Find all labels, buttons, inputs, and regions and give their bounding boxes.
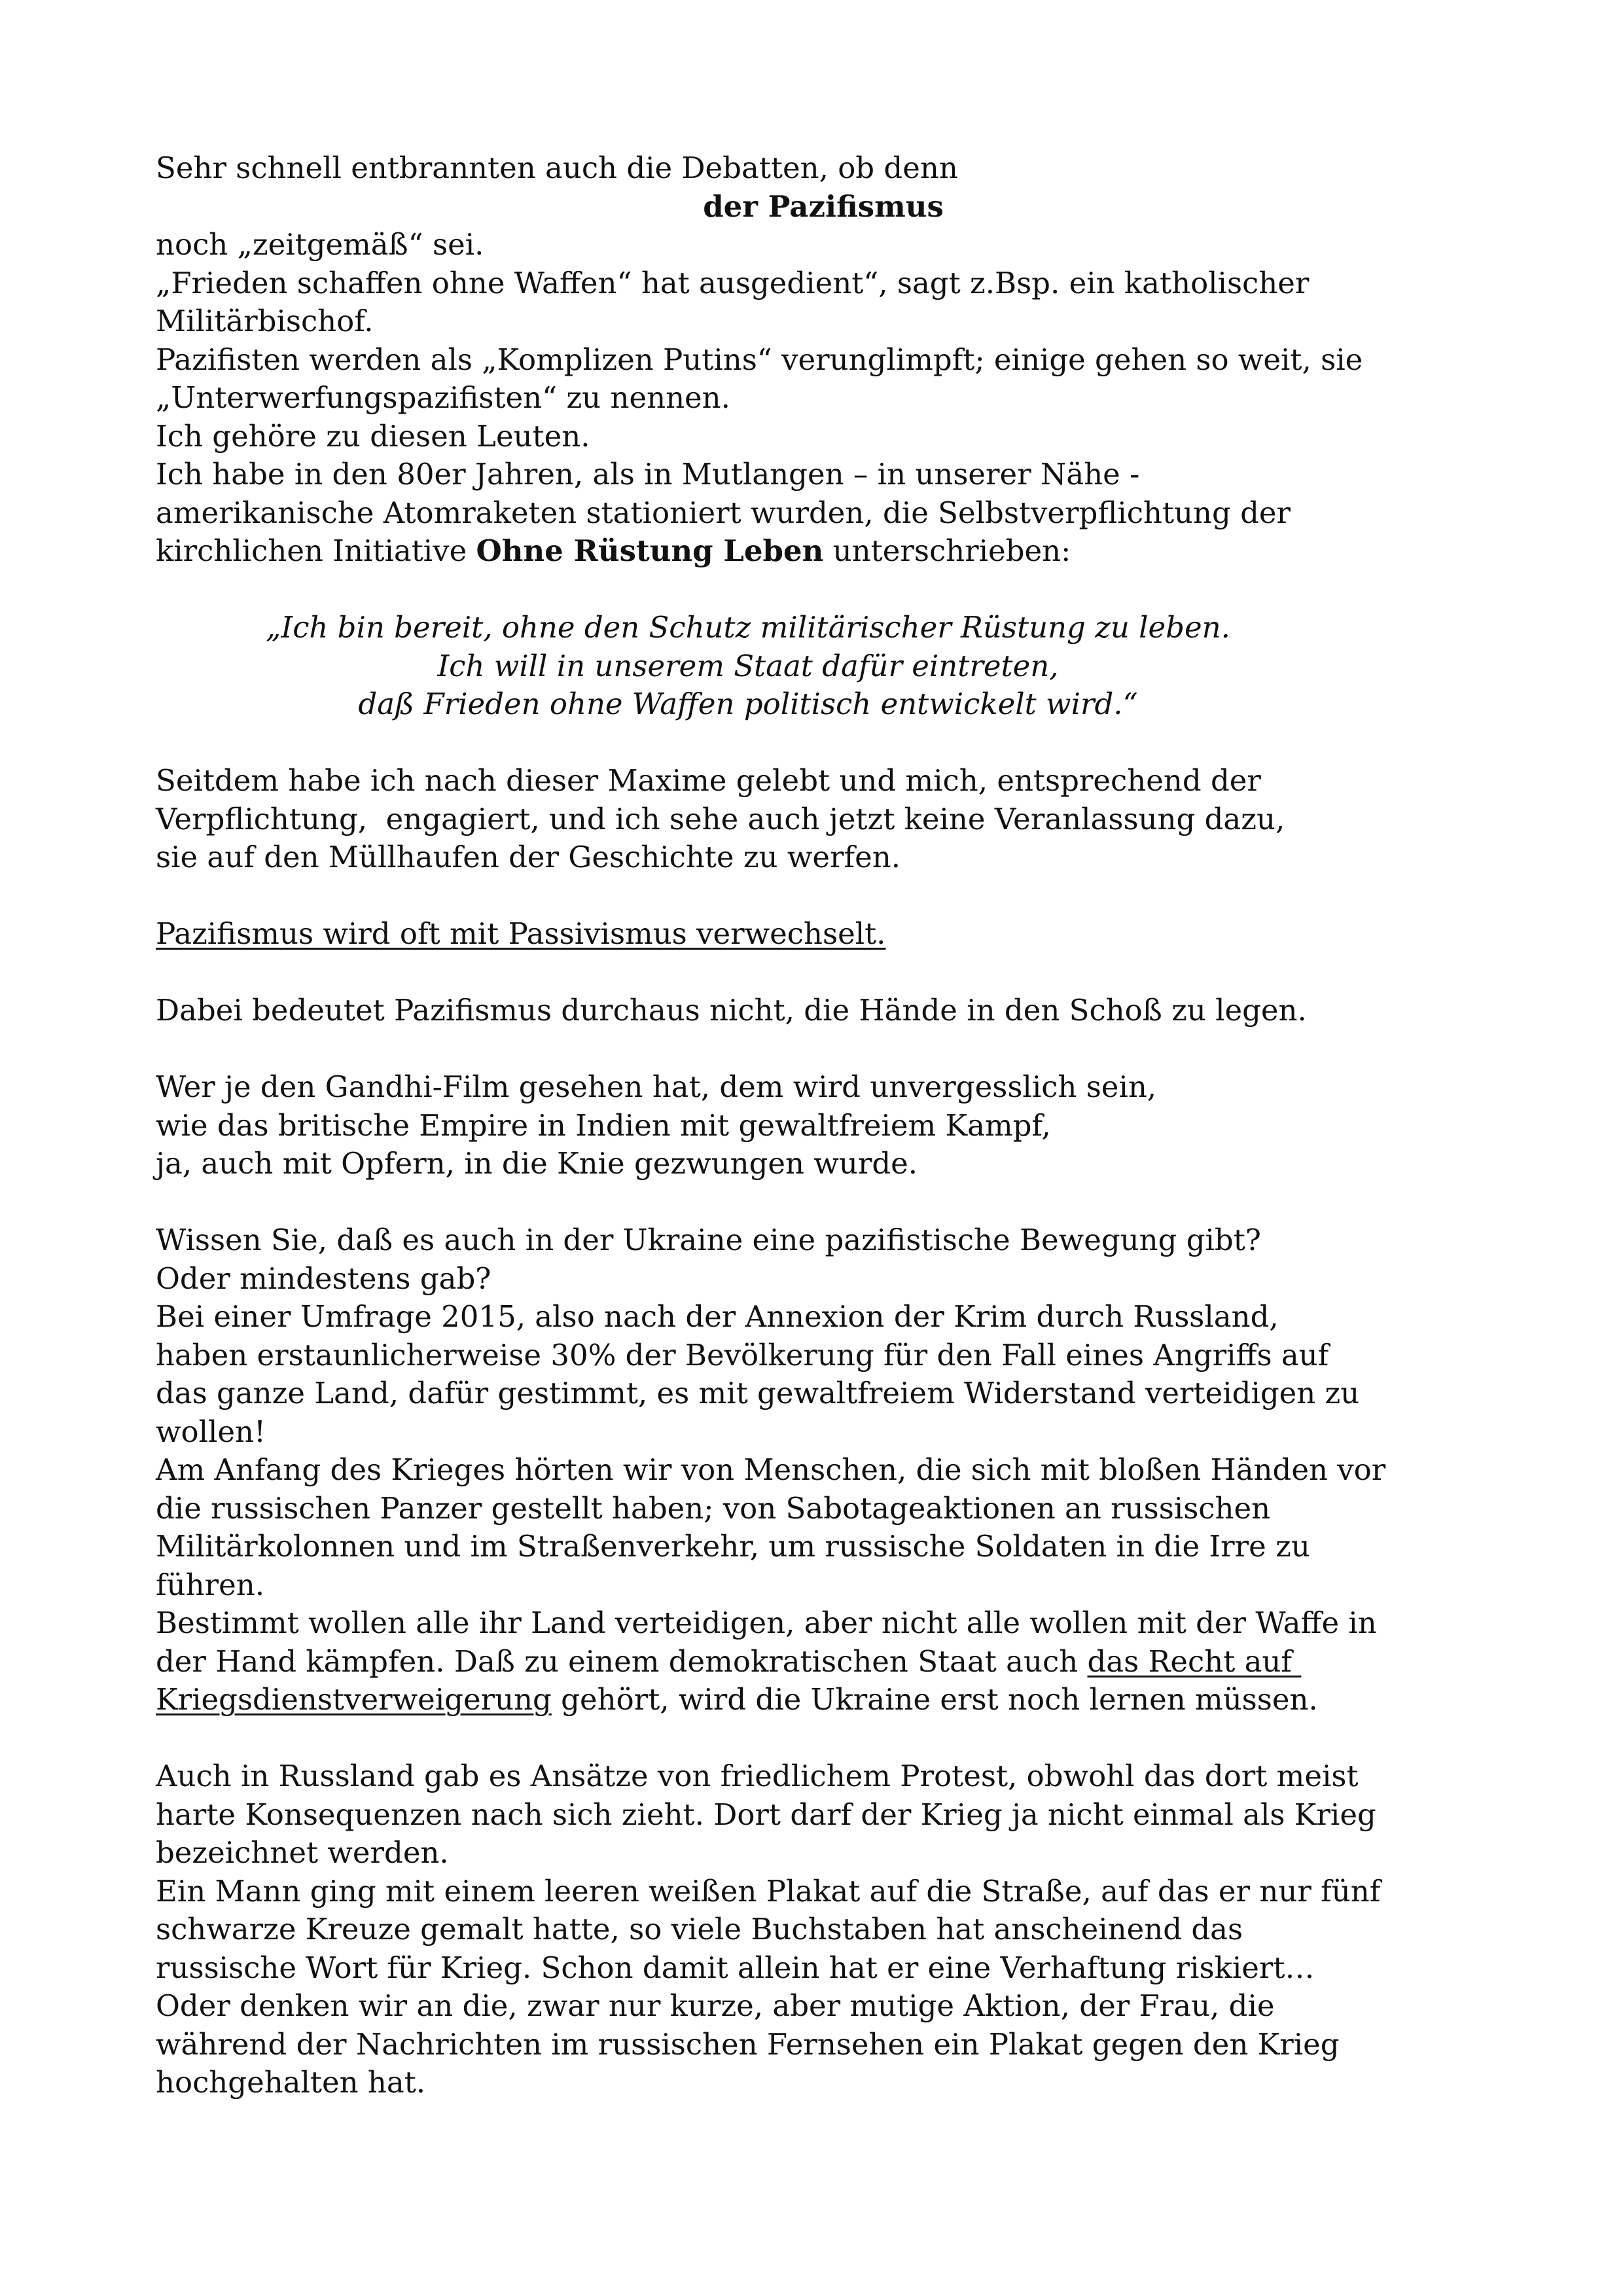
- quote-line: „Ich bin bereit, ohne den Schutz militärischer Rüstung zu leben.: [266, 610, 1230, 645]
- paragraph-line: Oder mindestens gab?: [156, 1261, 491, 1296]
- paragraph-line: Oder denken wir an die, zwar nur kurze, aber mutige Aktion, der Frau, die: [156, 1988, 1275, 2023]
- paragraph-spacer: [156, 1030, 1491, 1069]
- text-run: gehört, wird die Ukraine erst noch lernen müssen.: [551, 1682, 1318, 1717]
- paragraph-line: während der Nachrichten im russischen Fernsehen ein Plakat gegen den Krieg: [156, 2026, 1340, 2062]
- paragraph-line: Ich habe in den 80er Jahren, als in Mutlangen – in unserer Nähe -: [156, 457, 1140, 492]
- quote-line: Ich will in unserem Staat dafür eintreten,: [437, 648, 1059, 683]
- underlined-subheading: [156, 915, 1491, 954]
- paragraph-line: hochgehalten hat.: [156, 2065, 426, 2100]
- paragraph-line: das ganze Land, dafür gestimmt, es mit gewaltfreiem Widerstand verteidigen zu: [156, 1376, 1360, 1410]
- paragraph-line: Militärbischof.: [156, 304, 374, 338]
- paragraph-line: harte Konsequenzen nach sich zieht. Dort darf der Krieg ja nicht einmal als Krieg: [156, 1797, 1376, 1832]
- paragraph-line: haben erstaunlicherweise 30% der Bevölkerung für den Fall eines Angriffs auf: [156, 1337, 1329, 1372]
- paragraph-line: führen.: [156, 1567, 265, 1602]
- text-run: der Hand kämpfen. Daß zu einem demokratischen Staat auch: [156, 1643, 1088, 1679]
- paragraph-line: ja, auch mit Opfern, in die Knie gezwungen wurde.: [156, 1146, 918, 1181]
- quote-line: daß Frieden ohne Waffen politisch entwickelt wird.“: [358, 687, 1138, 721]
- paragraph-line: Dabei bedeutet Pazifismus durchaus nicht, die Hände in den Schoß zu legen.: [156, 993, 1307, 1028]
- paragraph-line: Am Anfang des Krieges hörten wir von Menschen, die sich mit bloßen Händen vor: [156, 1452, 1386, 1487]
- text-run: kirchlichen Initiative: [156, 533, 476, 568]
- paragraph-line: Auch in Russland gab es Ansätze von friedlichem Protest, obwohl das dort meist: [156, 1759, 1359, 1793]
- paragraph-line: Ein Mann ging mit einem leeren weißen Plakat auf die Straße, auf das er nur fünf: [156, 1873, 1381, 1909]
- paragraph-line: wie das britische Empire in Indien mit gewaltfreiem Kampf,: [156, 1107, 1051, 1143]
- paragraph-line: Sehr schnell entbrannten auch die Debatten, ob denn: [156, 151, 958, 185]
- paragraph-spacer: [156, 571, 1491, 609]
- paragraph-line: russische Wort für Krieg. Schon damit allein hat er eine Verhaftung riskiert…: [156, 1950, 1315, 1985]
- paragraph-line: wollen!: [156, 1414, 266, 1449]
- paragraph-line: Wissen Sie, daß es auch in der Ukraine eine pazifistische Bewegung gibt?: [156, 1223, 1261, 1257]
- paragraph-spacer: [156, 724, 1491, 762]
- paragraph-line: [156, 532, 1491, 571]
- paragraph-line: die russischen Panzer gestellt haben; von Sabotageaktionen an russischen: [156, 1490, 1271, 1526]
- paragraph-line: Verpflichtung, engagiert, und ich sehe auch jetzt keine Veranlassung dazu,: [156, 801, 1285, 836]
- paragraph-line: [156, 1681, 1491, 1719]
- paragraph-spacer: [156, 1183, 1491, 1222]
- paragraph-spacer: [156, 1719, 1491, 1758]
- paragraph-line: Bei einer Umfrage 2015, also nach der Annexion der Krim durch Russland,: [156, 1299, 1279, 1334]
- paragraph-spacer: [156, 877, 1491, 916]
- pledge-quote: [156, 609, 1491, 724]
- paragraph-line: „Unterwerfungspazifisten“ zu nennen.: [156, 380, 730, 415]
- paragraph-line: Ich gehöre zu diesen Leuten.: [156, 418, 590, 454]
- paragraph-line: Militärkolonnen und im Straßenverkehr, um russische Soldaten in die Irre zu: [156, 1529, 1310, 1564]
- paragraph-line: bezeichnet werden.: [156, 1835, 449, 1870]
- paragraph-line: Pazifisten werden als „Komplizen Putins“ verunglimpft; einige gehen so weit, sie: [156, 342, 1363, 377]
- underlined-phrase: das Recht auf: [1087, 1643, 1302, 1679]
- text-run: unterschrieben:: [823, 533, 1071, 568]
- paragraph-line: sie auf den Müllhaufen der Geschichte zu werfen.: [156, 840, 901, 874]
- paragraph-line: Wer je den Gandhi-Film gesehen hat, dem wird unvergesslich sein,: [156, 1069, 1157, 1104]
- paragraph-line: schwarze Kreuze gemalt hatte, so viele Buchstaben hat anscheinend das: [156, 1912, 1243, 1946]
- paragraph-spacer: [156, 954, 1491, 992]
- paragraph-line: „Frieden schaffen ohne Waffen“ hat ausgedient“, sagt z.Bsp. ein katholischer: [156, 265, 1310, 300]
- paragraph-line: Seitdem habe ich nach dieser Maxime gelebt und mich, entsprechend der: [156, 763, 1261, 798]
- subheading-text: Pazifismus wird oft mit Passivismus verwechselt.: [156, 916, 886, 951]
- paragraph-line: noch „zeitgemäß“ sei.: [156, 227, 484, 262]
- paragraph-line: Bestimmt wollen alle ihr Land verteidigen, aber nicht alle wollen mit der Waffe in: [156, 1605, 1377, 1640]
- paragraph-line: [156, 1643, 1491, 1681]
- underlined-phrase: Kriegsdienstverweigerung: [156, 1682, 552, 1717]
- document-body: [156, 149, 1491, 2102]
- initiative-name: Ohne Rüstung Leben: [476, 533, 824, 568]
- paragraph-line: amerikanische Atomraketen stationiert wurden, die Selbstverpflichtung der: [156, 495, 1291, 530]
- centered-heading: der Pazifismus: [703, 188, 944, 224]
